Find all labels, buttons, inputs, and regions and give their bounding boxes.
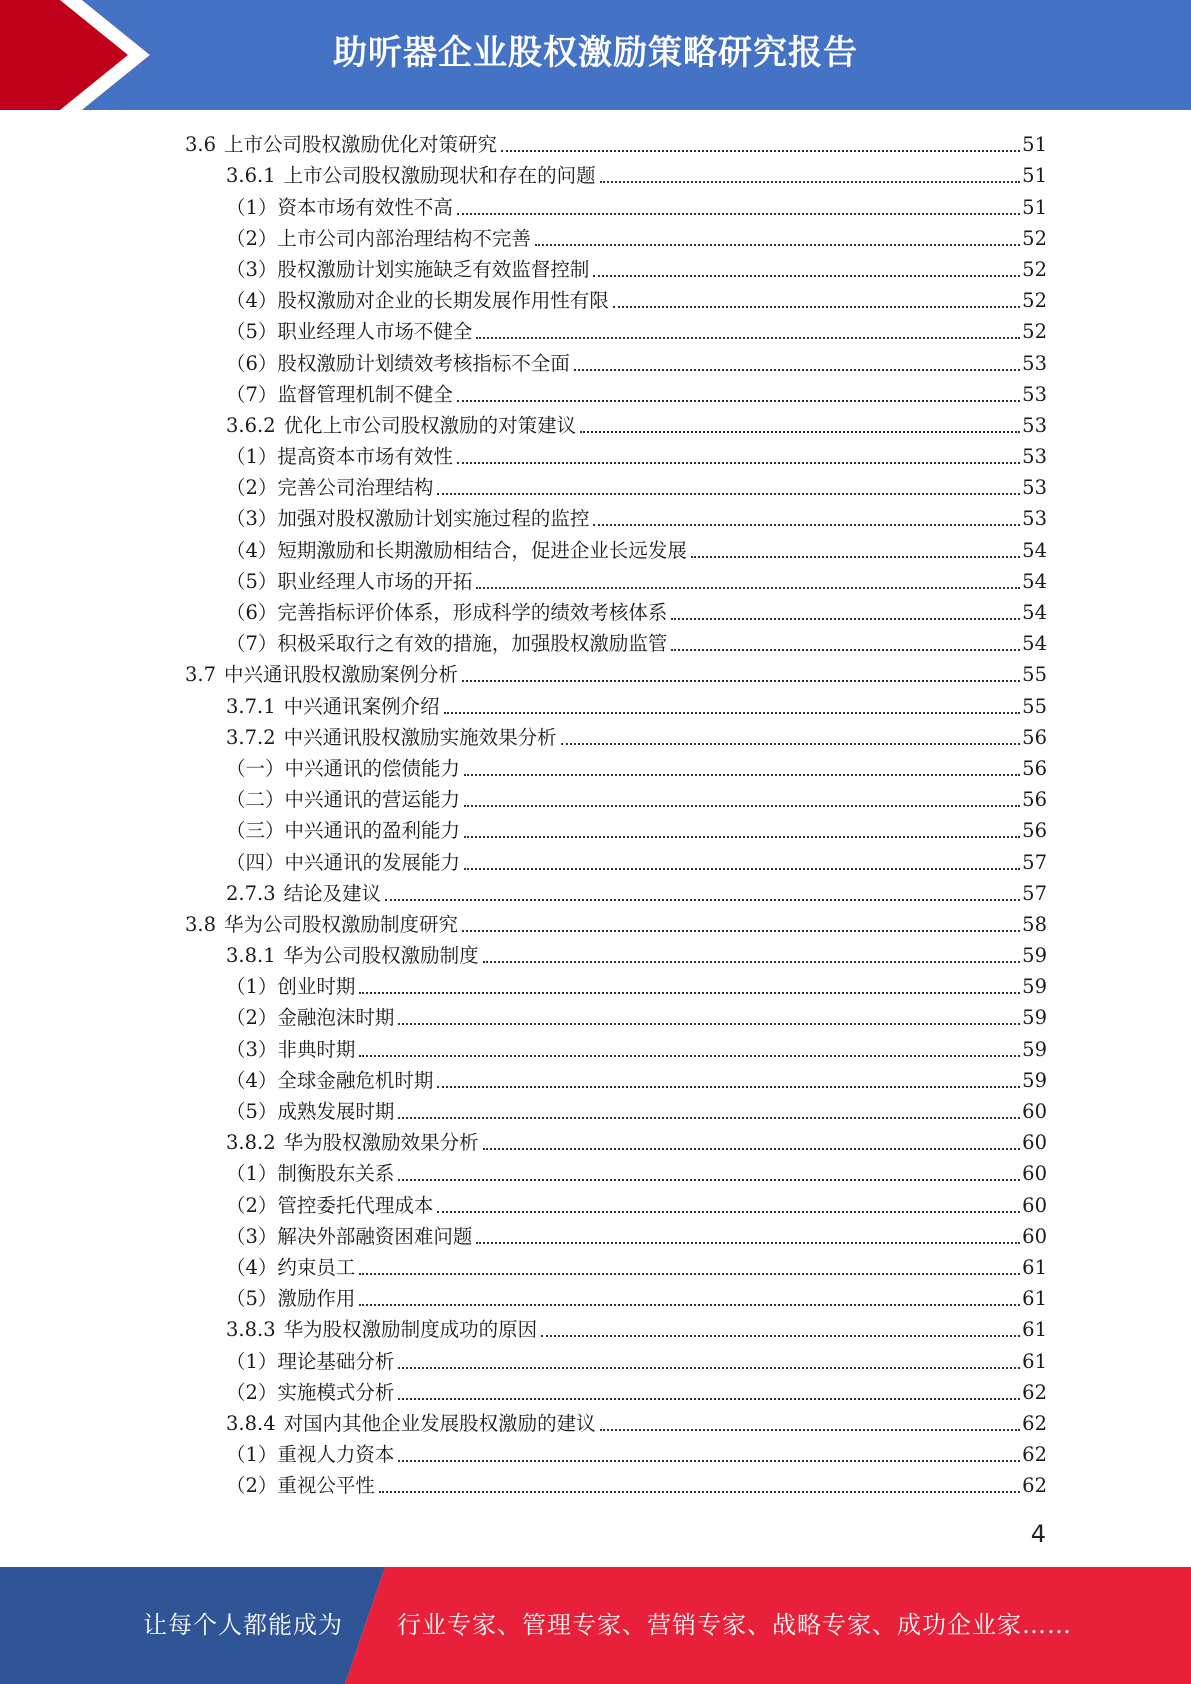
toc-entry-page: 61 bbox=[1022, 1255, 1047, 1279]
toc-entry[interactable] bbox=[0, 1467, 1191, 1498]
toc-entry-title: （5）激励作用 bbox=[226, 1287, 356, 1311]
toc-entry-title: （5）职业经理人市场的开拓 bbox=[226, 569, 473, 593]
toc-entry-page: 61 bbox=[1022, 1287, 1047, 1311]
toc-dot-leader bbox=[398, 1021, 1020, 1025]
toc-entry-title: 华为股权激励制度成功的原因 bbox=[283, 1318, 538, 1342]
toc-entry[interactable] bbox=[0, 1280, 1191, 1311]
toc-entry-number: 3.8.4 bbox=[226, 1411, 276, 1435]
toc-dot-leader bbox=[437, 1084, 1020, 1088]
toc-entry[interactable] bbox=[0, 563, 1191, 594]
toc-dot-leader bbox=[457, 398, 1020, 402]
toc-entry-page: 56 bbox=[1022, 819, 1047, 843]
toc-entry-title: （三）中兴通讯的盈利能力 bbox=[226, 819, 461, 843]
toc-entry-title: （7）监督管理机制不健全 bbox=[226, 382, 453, 406]
toc-dot-leader bbox=[600, 179, 1021, 183]
table-of-contents bbox=[0, 126, 1191, 1498]
toc-dot-leader bbox=[501, 148, 1020, 152]
toc-entry-title: 上市公司股权激励优化对策研究 bbox=[224, 133, 498, 157]
toc-entry-number: 2.7.3 bbox=[226, 881, 276, 905]
toc-entry-title: 对国内其他企业发展股权激励的建议 bbox=[283, 1411, 596, 1435]
toc-entry-title: 中兴通讯股权激励案例分析 bbox=[224, 663, 459, 687]
toc-entry-page: 60 bbox=[1022, 1100, 1047, 1123]
toc-entry-title: （2）实施模式分析 bbox=[226, 1380, 395, 1404]
document-title: 助听器企业股权激励策略研究报告 bbox=[333, 33, 858, 73]
toc-entry-page: 60 bbox=[1022, 1224, 1047, 1248]
toc-entry[interactable] bbox=[0, 376, 1191, 407]
toc-entry[interactable] bbox=[0, 313, 1191, 344]
toc-entry[interactable] bbox=[0, 875, 1191, 906]
toc-entry[interactable] bbox=[0, 1218, 1191, 1249]
toc-entry[interactable] bbox=[0, 906, 1191, 937]
toc-entry-page: 61 bbox=[1022, 1318, 1047, 1342]
toc-entry-page: 61 bbox=[1022, 1349, 1047, 1373]
toc-entry-page: 54 bbox=[1022, 569, 1047, 593]
toc-entry-page: 62 bbox=[1022, 1474, 1047, 1498]
toc-entry-page: 56 bbox=[1022, 788, 1047, 812]
toc-entry[interactable] bbox=[0, 1249, 1191, 1280]
toc-dot-leader bbox=[462, 928, 1020, 932]
toc-entry[interactable] bbox=[0, 812, 1191, 843]
toc-entry-page: 55 bbox=[1022, 694, 1047, 718]
toc-entry-page: 57 bbox=[1022, 850, 1047, 874]
toc-entry-page: 53 bbox=[1022, 476, 1047, 500]
toc-entry-title: （1）创业时期 bbox=[226, 975, 356, 999]
toc-dot-leader bbox=[437, 1209, 1020, 1213]
footer-slogan-right: 行业专家、管理专家、营销专家、战略专家、成功企业家…… bbox=[397, 1611, 1072, 1639]
toc-dot-leader bbox=[398, 1365, 1020, 1369]
toc-entry[interactable] bbox=[0, 1186, 1191, 1217]
toc-entry-title: 华为公司股权激励制度 bbox=[283, 944, 479, 968]
toc-entry-title: （6）股权激励计划绩效考核指标不全面 bbox=[226, 351, 570, 375]
toc-entry-title: （1）制衡股东关系 bbox=[226, 1162, 395, 1186]
toc-entry-page: 52 bbox=[1022, 289, 1047, 313]
toc-dot-leader bbox=[379, 1489, 1020, 1493]
toc-entry[interactable] bbox=[0, 750, 1191, 781]
toc-entry-page: 59 bbox=[1022, 944, 1047, 968]
toc-entry[interactable] bbox=[0, 500, 1191, 531]
toc-entry-title: （1）提高资本市场有效性 bbox=[226, 445, 453, 469]
toc-dot-leader bbox=[457, 460, 1020, 464]
toc-entry[interactable] bbox=[0, 1062, 1191, 1093]
toc-entry[interactable] bbox=[0, 1311, 1191, 1342]
toc-dot-leader bbox=[476, 585, 1020, 589]
toc-dot-leader bbox=[464, 834, 1020, 838]
toc-entry-page: 57 bbox=[1022, 881, 1047, 905]
toc-entry-title: （2）金融泡沫时期 bbox=[226, 1006, 395, 1030]
toc-entry[interactable] bbox=[0, 781, 1191, 812]
toc-dot-leader bbox=[464, 866, 1020, 870]
toc-entry-page: 55 bbox=[1022, 663, 1047, 687]
toc-dot-leader bbox=[398, 1177, 1020, 1181]
toc-entry-page: 62 bbox=[1022, 1411, 1047, 1435]
toc-entry-title: （2）上市公司内部治理结构不完善 bbox=[226, 226, 531, 250]
toc-entry-number: 3.7 bbox=[185, 663, 217, 687]
page-number: 4 bbox=[1030, 1520, 1046, 1548]
toc-entry-title: （5）职业经理人市场不健全 bbox=[226, 320, 473, 344]
toc-entry-page: 56 bbox=[1022, 756, 1047, 780]
toc-entry-title: （3）股权激励计划实施缺乏有效监督控制 bbox=[226, 257, 590, 281]
toc-entry-number: 3.8.2 bbox=[226, 1131, 276, 1155]
toc-dot-leader bbox=[541, 1333, 1020, 1337]
toc-entry-number: 3.6.2 bbox=[226, 413, 276, 437]
toc-dot-leader bbox=[476, 335, 1020, 339]
toc-entry[interactable] bbox=[0, 531, 1191, 562]
header-banner bbox=[0, 0, 1191, 110]
toc-entry-page: 51 bbox=[1022, 133, 1047, 157]
toc-entry-page: 59 bbox=[1022, 975, 1047, 999]
toc-dot-leader bbox=[671, 616, 1020, 620]
toc-dot-leader bbox=[535, 242, 1020, 246]
toc-entry[interactable] bbox=[0, 1155, 1191, 1186]
toc-entry-page: 59 bbox=[1022, 1037, 1047, 1061]
footer-banner bbox=[0, 1567, 1191, 1684]
toc-entry-page: 59 bbox=[1022, 1068, 1047, 1092]
toc-entry[interactable] bbox=[0, 188, 1191, 219]
toc-dot-leader bbox=[691, 554, 1020, 558]
toc-entry-title: （一）中兴通讯的偿债能力 bbox=[226, 756, 461, 780]
toc-entry-page: 54 bbox=[1022, 601, 1047, 624]
toc-entry[interactable] bbox=[0, 1093, 1191, 1124]
toc-entry[interactable] bbox=[0, 126, 1191, 157]
toc-entry-title: （2）管控委托代理成本 bbox=[226, 1193, 434, 1217]
toc-dot-leader bbox=[359, 990, 1020, 994]
toc-entry-page: 51 bbox=[1022, 164, 1047, 188]
toc-entry-title: （4）全球金融危机时期 bbox=[226, 1068, 434, 1092]
toc-entry[interactable] bbox=[0, 937, 1191, 968]
toc-dot-leader bbox=[580, 429, 1020, 433]
toc-entry-number: 3.6 bbox=[185, 133, 217, 157]
toc-entry[interactable] bbox=[0, 407, 1191, 438]
toc-dot-leader bbox=[464, 803, 1020, 807]
toc-entry-page: 53 bbox=[1022, 445, 1047, 469]
toc-entry[interactable] bbox=[0, 220, 1191, 251]
footer-slogan-left: 让每个人都能成为 bbox=[143, 1611, 343, 1639]
toc-dot-leader bbox=[457, 211, 1020, 215]
toc-dot-leader bbox=[385, 897, 1020, 901]
toc-entry-title: （1）重视人力资本 bbox=[226, 1443, 395, 1467]
toc-entry-title: （6）完善指标评价体系，形成科学的绩效考核体系 bbox=[226, 601, 668, 624]
toc-entry[interactable] bbox=[0, 1030, 1191, 1061]
toc-entry[interactable] bbox=[0, 1342, 1191, 1373]
toc-entry-page: 58 bbox=[1022, 912, 1047, 936]
toc-entry[interactable] bbox=[0, 968, 1191, 999]
toc-entry-number: 3.8.1 bbox=[226, 944, 276, 968]
toc-entry[interactable] bbox=[0, 687, 1191, 718]
toc-entry-title: （3）解决外部融资困难问题 bbox=[226, 1224, 473, 1248]
toc-entry-page: 53 bbox=[1022, 507, 1047, 531]
toc-entry-title: （四）中兴通讯的发展能力 bbox=[226, 850, 461, 874]
toc-entry-title: （3）加强对股权激励计划实施过程的监控 bbox=[226, 507, 590, 531]
toc-entry-page: 53 bbox=[1022, 413, 1047, 437]
toc-dot-leader bbox=[359, 1302, 1020, 1306]
toc-entry-title: （4）约束员工 bbox=[226, 1255, 356, 1279]
toc-entry-title: （4）短期激励和长期激励相结合，促进企业长远发展 bbox=[226, 538, 687, 562]
toc-entry-title: 华为公司股权激励制度研究 bbox=[224, 912, 459, 936]
toc-entry-title: （7）积极采取行之有效的措施，加强股权激励监管 bbox=[226, 632, 668, 656]
toc-entry-page: 60 bbox=[1022, 1193, 1047, 1217]
toc-entry[interactable] bbox=[0, 625, 1191, 656]
toc-entry[interactable] bbox=[0, 999, 1191, 1030]
toc-entry-number: 3.8.3 bbox=[226, 1318, 276, 1342]
toc-dot-leader bbox=[462, 678, 1020, 682]
toc-entry[interactable] bbox=[0, 656, 1191, 687]
toc-entry[interactable] bbox=[0, 1374, 1191, 1405]
toc-entry[interactable] bbox=[0, 282, 1191, 313]
toc-entry-number: 3.8 bbox=[185, 912, 217, 936]
toc-entry-page: 60 bbox=[1022, 1162, 1047, 1186]
toc-entry-page: 60 bbox=[1022, 1131, 1047, 1155]
toc-entry[interactable] bbox=[0, 843, 1191, 874]
toc-dot-leader bbox=[398, 1396, 1020, 1400]
toc-entry-title: 上市公司股权激励现状和存在的问题 bbox=[283, 164, 596, 188]
toc-entry-title: 中兴通讯股权激励实施效果分析 bbox=[283, 725, 557, 749]
toc-dot-leader bbox=[561, 741, 1021, 745]
toc-dot-leader bbox=[574, 367, 1020, 371]
toc-entry[interactable] bbox=[0, 469, 1191, 500]
toc-dot-leader bbox=[483, 959, 1021, 963]
toc-entry-title: 结论及建议 bbox=[283, 881, 382, 905]
toc-dot-leader bbox=[437, 491, 1020, 495]
toc-entry[interactable] bbox=[0, 1124, 1191, 1155]
toc-entry-page: 52 bbox=[1022, 320, 1047, 344]
toc-entry-number: 3.6.1 bbox=[226, 164, 276, 188]
toc-entry-title: （5）成熟发展时期 bbox=[226, 1100, 395, 1123]
toc-dot-leader bbox=[359, 1271, 1020, 1275]
toc-entry-page: 54 bbox=[1022, 632, 1047, 656]
toc-entry-title: （3）非典时期 bbox=[226, 1037, 356, 1061]
toc-entry[interactable] bbox=[0, 1405, 1191, 1436]
toc-entry-page: 59 bbox=[1022, 1006, 1047, 1030]
toc-entry-page: 53 bbox=[1022, 351, 1047, 375]
toc-entry-title: 中兴通讯案例介绍 bbox=[283, 694, 440, 718]
toc-entry-number: 3.7.1 bbox=[226, 694, 276, 718]
toc-entry-title: 华为股权激励效果分析 bbox=[283, 1131, 479, 1155]
toc-entry[interactable] bbox=[0, 344, 1191, 375]
toc-entry[interactable] bbox=[0, 719, 1191, 750]
toc-entry-page: 56 bbox=[1022, 725, 1047, 749]
toc-entry[interactable] bbox=[0, 1436, 1191, 1467]
toc-entry-page: 54 bbox=[1022, 538, 1047, 562]
toc-dot-leader bbox=[398, 1458, 1020, 1462]
toc-dot-leader bbox=[483, 1146, 1021, 1150]
toc-entry[interactable] bbox=[0, 594, 1191, 625]
toc-entry-title: （2）重视公平性 bbox=[226, 1474, 375, 1498]
toc-entry[interactable] bbox=[0, 251, 1191, 282]
toc-entry-title: （1）理论基础分析 bbox=[226, 1349, 395, 1373]
toc-entry[interactable] bbox=[0, 438, 1191, 469]
toc-entry-page: 52 bbox=[1022, 257, 1047, 281]
toc-entry-page: 62 bbox=[1022, 1443, 1047, 1467]
toc-entry-title: 优化上市公司股权激励的对策建议 bbox=[283, 413, 577, 437]
toc-entry-title: （1）资本市场有效性不高 bbox=[226, 195, 453, 219]
toc-entry-title: （二）中兴通讯的营运能力 bbox=[226, 788, 461, 812]
toc-dot-leader bbox=[593, 273, 1020, 277]
toc-dot-leader bbox=[593, 522, 1020, 526]
toc-dot-leader bbox=[398, 1115, 1020, 1119]
toc-dot-leader bbox=[671, 647, 1020, 651]
toc-dot-leader bbox=[476, 1240, 1020, 1244]
toc-dot-leader bbox=[600, 1427, 1021, 1431]
toc-dot-leader bbox=[613, 304, 1020, 308]
toc-entry-title: （4）股权激励对企业的长期发展作用性有限 bbox=[226, 289, 609, 313]
toc-entry-page: 52 bbox=[1022, 226, 1047, 250]
toc-entry-number: 3.7.2 bbox=[226, 725, 276, 749]
toc-entry-page: 62 bbox=[1022, 1380, 1047, 1404]
toc-entry-title: （2）完善公司治理结构 bbox=[226, 476, 434, 500]
toc-dot-leader bbox=[444, 710, 1021, 714]
toc-entry-page: 51 bbox=[1022, 195, 1047, 219]
toc-entry-page: 53 bbox=[1022, 382, 1047, 406]
toc-dot-leader bbox=[464, 772, 1020, 776]
toc-entry[interactable] bbox=[0, 157, 1191, 188]
toc-dot-leader bbox=[359, 1053, 1020, 1057]
